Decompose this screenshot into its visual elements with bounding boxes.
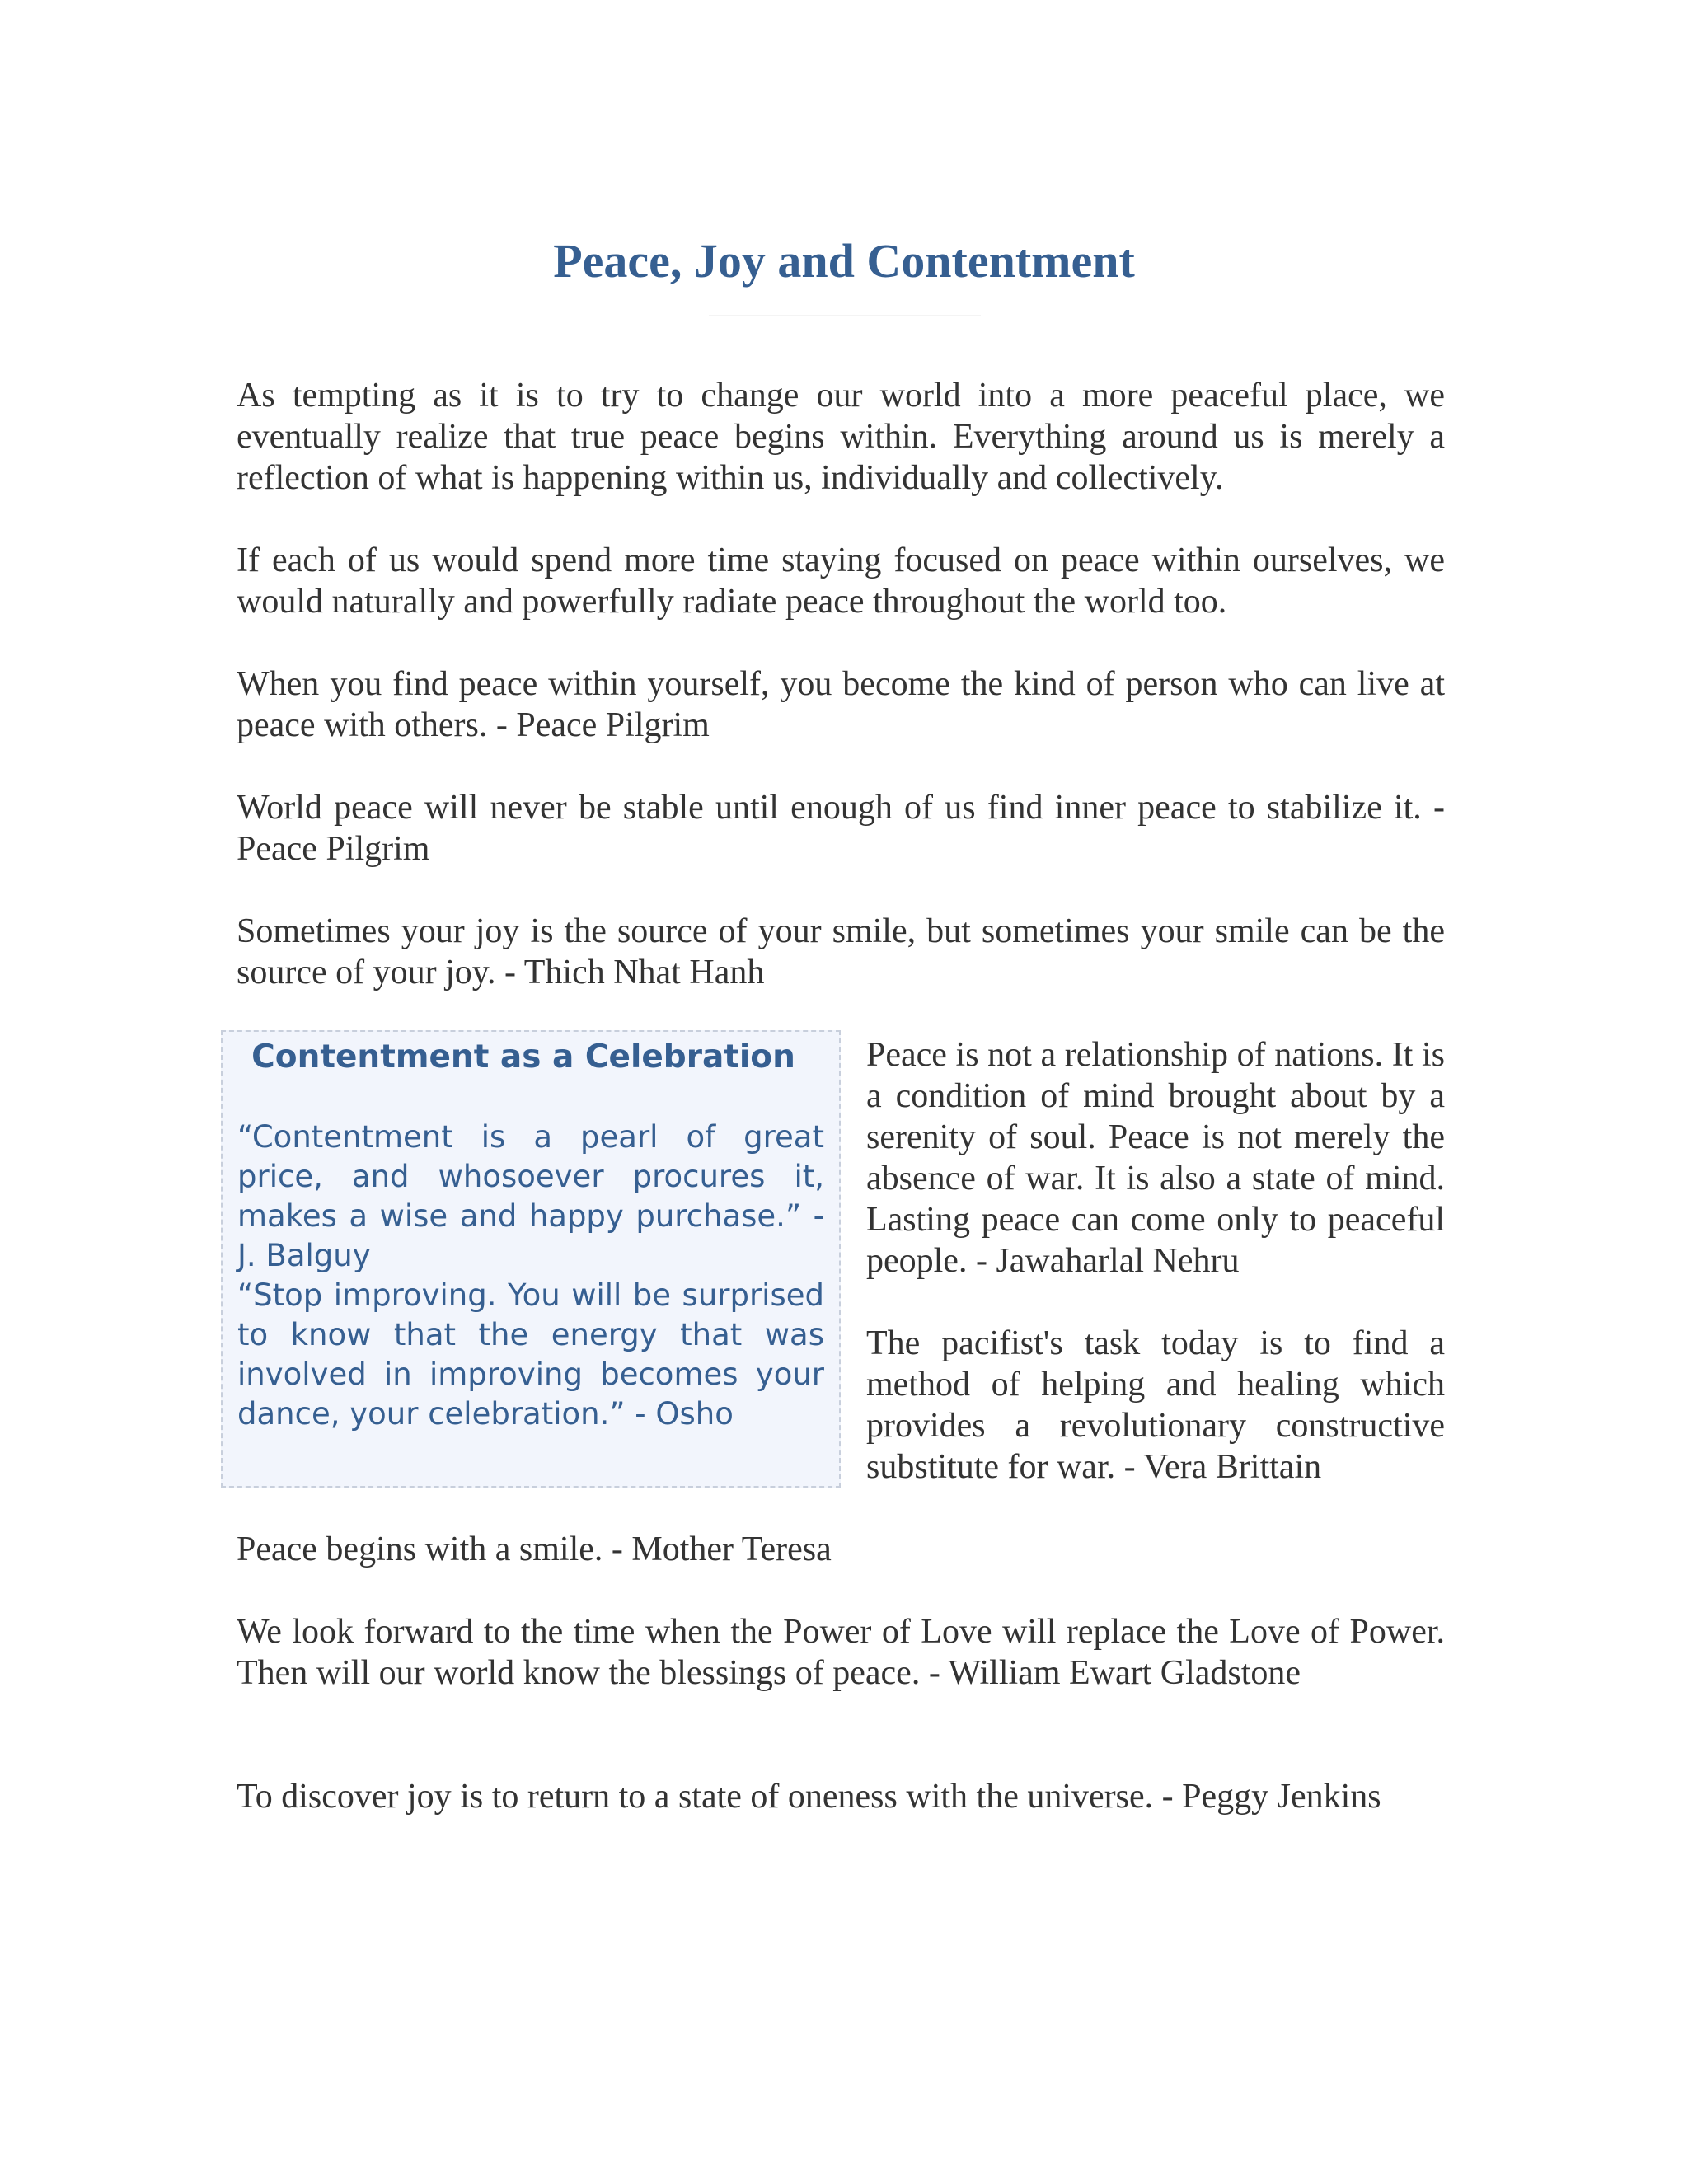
quote-thich-nhat-hanh: Sometimes your joy is the source of your smile, but sometimes your smile can be the source of your joy. - Thich Nhat Hanh — [237, 912, 1445, 991]
quote-peggy-jenkins: To discover joy is to return to a state of oneness with the universe. - Peggy Jenkins — [237, 1778, 1381, 1816]
quote-mother-teresa: Peace begins with a smile. - Mother Teresa — [237, 1530, 832, 1568]
quote-gladstone: We look forward to the time when the Power of Love will replace the Love of Power. Then will our world know the blessings of peace. - William Ewart Gladstone — [237, 1613, 1445, 1692]
quote-peace-pilgrim-1: When you find peace within yourself, you become the kind of person who can live at peace with others. - Peace Pilgrim — [237, 665, 1445, 744]
quote-vera-brittain: The pacifist's task today is to find a method of helping and healing which provides a revolutionary constructive substitute for war. - Vera Brittain — [866, 1324, 1445, 1486]
sidebar-quote-balguy: “Contentment is a pearl of great price, and whosoever procures it, makes a wise and happy purchase.” - J. Balguy — [237, 1119, 824, 1273]
quote-peace-pilgrim-2: World peace will never be stable until enough of us find inner peace to stabilize it. - Peace Pilgrim — [237, 789, 1445, 868]
page-title: Peace, Joy and Contentment — [553, 234, 1135, 288]
sidebar-title: Contentment as a Celebration — [251, 1038, 795, 1076]
sidebar-quote-osho: “Stop improving. You will be surprised to know that the energy that was involved in improving becomes your dance, your celebration.” - Osho — [237, 1277, 824, 1432]
sidebar-box — [221, 1030, 841, 1488]
paragraph-focus: If each of us would spend more time staying focused on peace within ourselves, we would naturally and powerfully radiate peace throughout the world too. — [237, 541, 1445, 621]
paragraph-intro: As tempting as it is to try to change our world into a more peaceful place, we eventually realize that true peace begins within. Everything around us is merely a reflection of what is happening within us, individually and collectively. — [237, 377, 1445, 497]
quote-nehru: Peace is not a relationship of nations. It is a condition of mind brought about by a serenity of soul. Peace is not merely the absence of war. It is also a state of mind. Lasting peace can come only to peaceful people. - Jawaharlal Nehru — [866, 1036, 1445, 1280]
title-divider — [709, 315, 981, 316]
